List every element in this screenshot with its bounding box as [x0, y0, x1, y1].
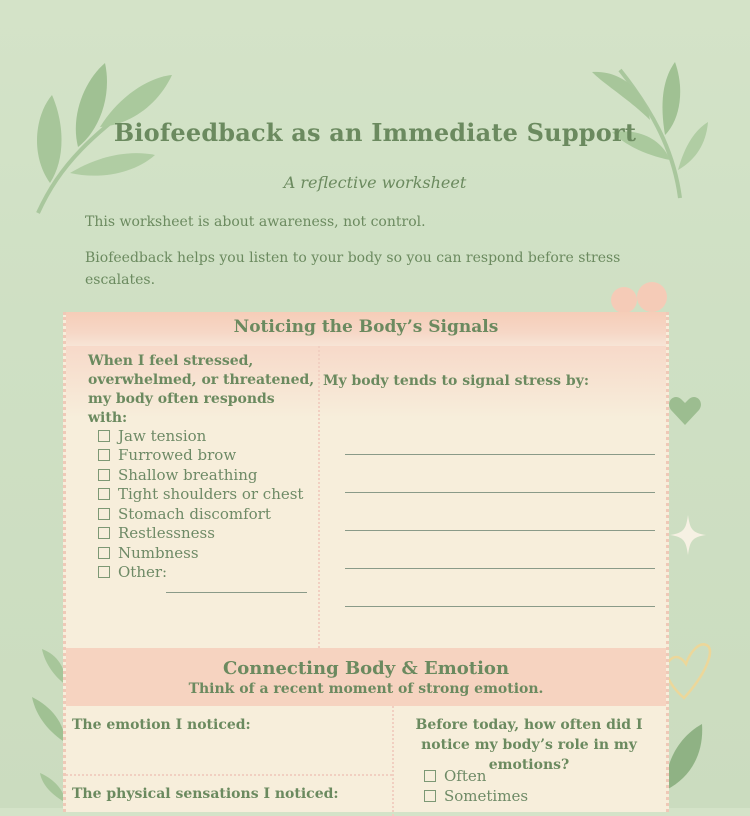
page-subtitle: A reflective worksheet [283, 173, 467, 192]
write-in-line[interactable] [345, 492, 655, 493]
list-item[interactable]: Numbness [98, 543, 303, 563]
list-item[interactable]: Tight shoulders or chest [98, 485, 303, 505]
worksheet-card [63, 312, 669, 812]
emotion-question: The emotion I noticed: [72, 717, 251, 733]
checkbox[interactable] [424, 790, 436, 802]
section2-heading: Connecting Body & Emotion [222, 658, 510, 679]
checkbox[interactable] [98, 449, 110, 461]
section2-row-divider [66, 774, 392, 776]
frequency-question: Before today, how often did I notice my body’s role in my emotions? [415, 717, 643, 773]
section1-right-prompt: My body tends to signal stress by: [323, 373, 589, 389]
checkbox[interactable] [98, 469, 110, 481]
section1-column-divider [318, 346, 320, 648]
other-write-in-line[interactable] [166, 592, 307, 593]
list-item[interactable]: Jaw tension [98, 426, 303, 446]
list-item[interactable]: Restlessness [98, 524, 303, 544]
section2-header [66, 648, 666, 706]
section2-subheading: Think of a recent moment of strong emotion. [188, 681, 544, 697]
list-item[interactable]: Sometimes [424, 786, 528, 806]
intro-text-1: This worksheet is about awareness, not control. [85, 214, 426, 230]
sensations-question: The physical sensations I noticed: [72, 786, 339, 802]
section1-left-prompt: When I feel stressed, overwhelmed, or threatened, my body often responds with: [88, 353, 315, 426]
write-in-line[interactable] [345, 454, 655, 455]
green-heart-icon [668, 395, 702, 427]
checkbox[interactable] [98, 430, 110, 442]
list-item[interactable]: Stomach discomfort [98, 504, 303, 524]
sparkle-icon [670, 515, 706, 555]
page-title: Biofeedback as an Immediate Support [113, 118, 637, 147]
frequency-options [424, 766, 528, 806]
checkbox[interactable] [98, 508, 110, 520]
section2-column-divider [392, 706, 394, 816]
intro-text-2: Biofeedback helps you listen to your body so you can respond before stress escalates. [85, 250, 621, 288]
checkbox[interactable] [98, 527, 110, 539]
write-in-line[interactable] [345, 568, 655, 569]
checkbox[interactable] [98, 547, 110, 559]
outline-heart-icon [662, 638, 712, 700]
signal-checklist [98, 426, 303, 582]
list-item[interactable]: Often [424, 766, 528, 786]
checkbox[interactable] [424, 770, 436, 782]
section1-heading: Noticing the Body’s Signals [66, 312, 666, 346]
list-item[interactable]: Furrowed brow [98, 446, 303, 466]
write-in-line[interactable] [345, 606, 655, 607]
list-item[interactable]: Shallow breathing [98, 465, 303, 485]
checkbox[interactable] [98, 566, 110, 578]
write-in-line[interactable] [345, 530, 655, 531]
checkbox[interactable] [98, 488, 110, 500]
list-item[interactable]: Other: [98, 563, 303, 583]
